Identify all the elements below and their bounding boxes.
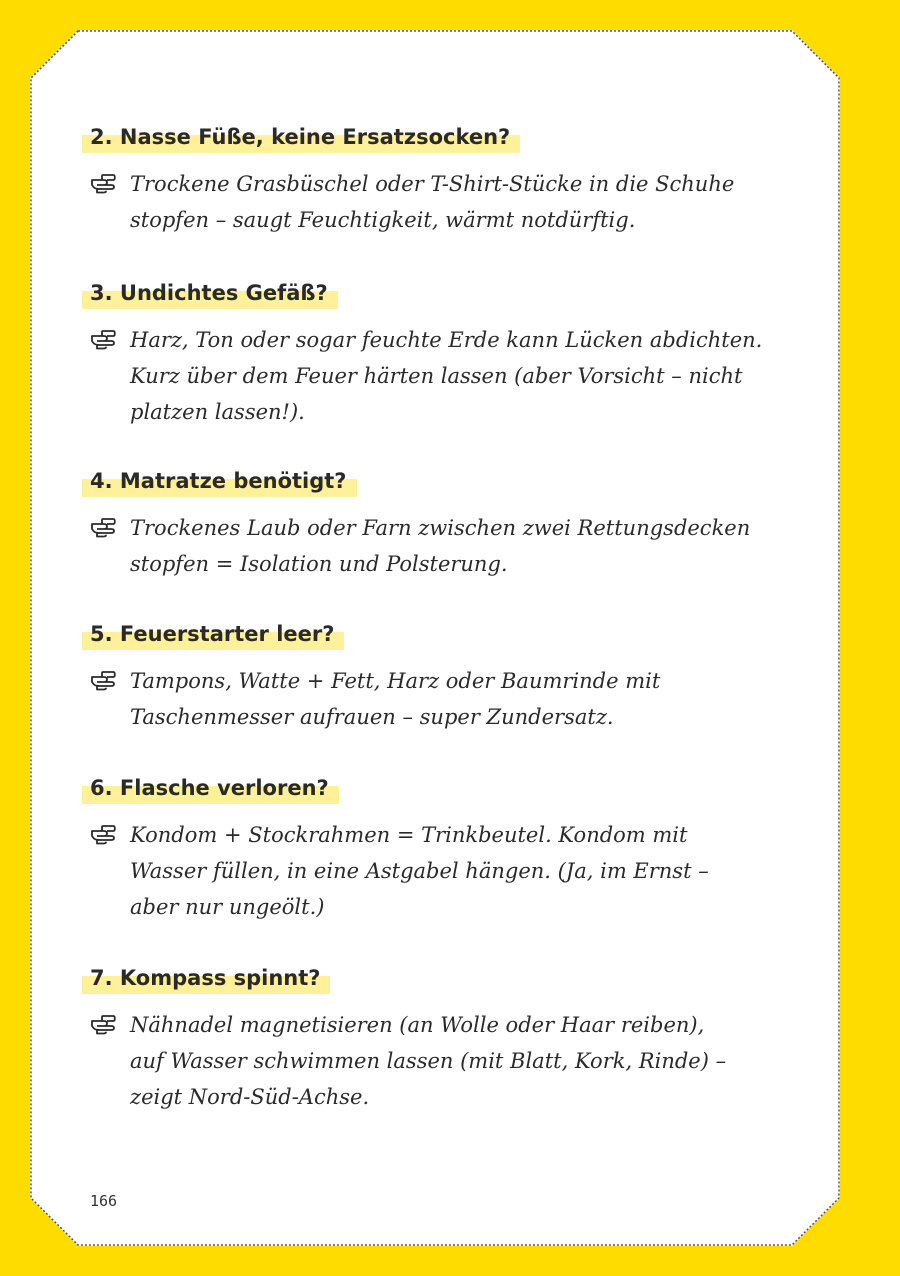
tip-line: auf Wasser schwimmen lassen (mit Blatt, Kork, Rinde) – xyxy=(130,1049,727,1073)
tip-line: platzen lassen!). xyxy=(130,400,305,424)
section-heading: 5. Feuerstarter leer? xyxy=(82,619,344,649)
tip-section xyxy=(82,619,802,735)
pointing-hand-icon xyxy=(90,1007,120,1043)
tip-line: aber nur ungeölt.) xyxy=(130,895,325,919)
pointing-hand-icon xyxy=(90,166,120,202)
tip-section xyxy=(82,466,802,582)
tip-line: Harz, Ton oder sogar feuchte Erde kann Lücken abdichten. xyxy=(130,328,763,352)
tip-section xyxy=(82,773,802,925)
tip-section xyxy=(82,278,802,430)
pointing-hand-icon xyxy=(90,663,120,699)
tip-line: Trockene Grasbüschel oder T-Shirt-Stücke in die Schuhe xyxy=(130,172,735,196)
tip-text xyxy=(82,510,802,582)
tip-line: Taschenmesser aufrauen – super Zundersatz. xyxy=(130,705,614,729)
tip-text xyxy=(82,322,802,430)
tip-line: stopfen = Isolation und Polsterung. xyxy=(130,552,508,576)
pointing-hand-icon xyxy=(90,510,120,546)
section-heading: 6. Flasche verloren? xyxy=(82,773,339,803)
section-heading: 4. Matratze benötigt? xyxy=(82,466,357,496)
pointing-hand-icon xyxy=(90,817,120,853)
tip-line: Wasser füllen, in eine Astgabel hängen. (Ja, im Ernst – xyxy=(130,859,709,883)
section-heading: 7. Kompass spinnt? xyxy=(82,963,330,993)
tip-line: Kurz über dem Feuer härten lassen (aber Vorsicht – nicht xyxy=(130,364,743,388)
tip-line: Trockenes Laub oder Farn zwischen zwei Rettungsdecken xyxy=(130,516,751,540)
tip-section xyxy=(82,122,802,238)
section-heading: 3. Undichtes Gefäß? xyxy=(82,278,338,308)
pointing-hand-icon xyxy=(90,322,120,358)
tip-text xyxy=(82,1007,802,1115)
page-number: 166 xyxy=(90,1192,118,1210)
tip-text xyxy=(82,663,802,735)
tip-section xyxy=(82,963,802,1115)
tip-line: stopfen – saugt Feuchtigkeit, wärmt notdürftig. xyxy=(130,208,636,232)
section-heading: 2. Nasse Füße, keine Ersatzsocken? xyxy=(82,122,520,152)
tip-text xyxy=(82,166,802,238)
tip-text xyxy=(82,817,802,925)
tip-line: zeigt Nord-Süd-Achse. xyxy=(130,1085,370,1109)
tip-line: Kondom + Stockrahmen = Trinkbeutel. Kondom mit xyxy=(130,823,688,847)
tip-line: Nähnadel magnetisieren (an Wolle oder Haar reiben), xyxy=(130,1013,705,1037)
tip-line: Tampons, Watte + Fett, Harz oder Baumrinde mit xyxy=(130,669,661,693)
